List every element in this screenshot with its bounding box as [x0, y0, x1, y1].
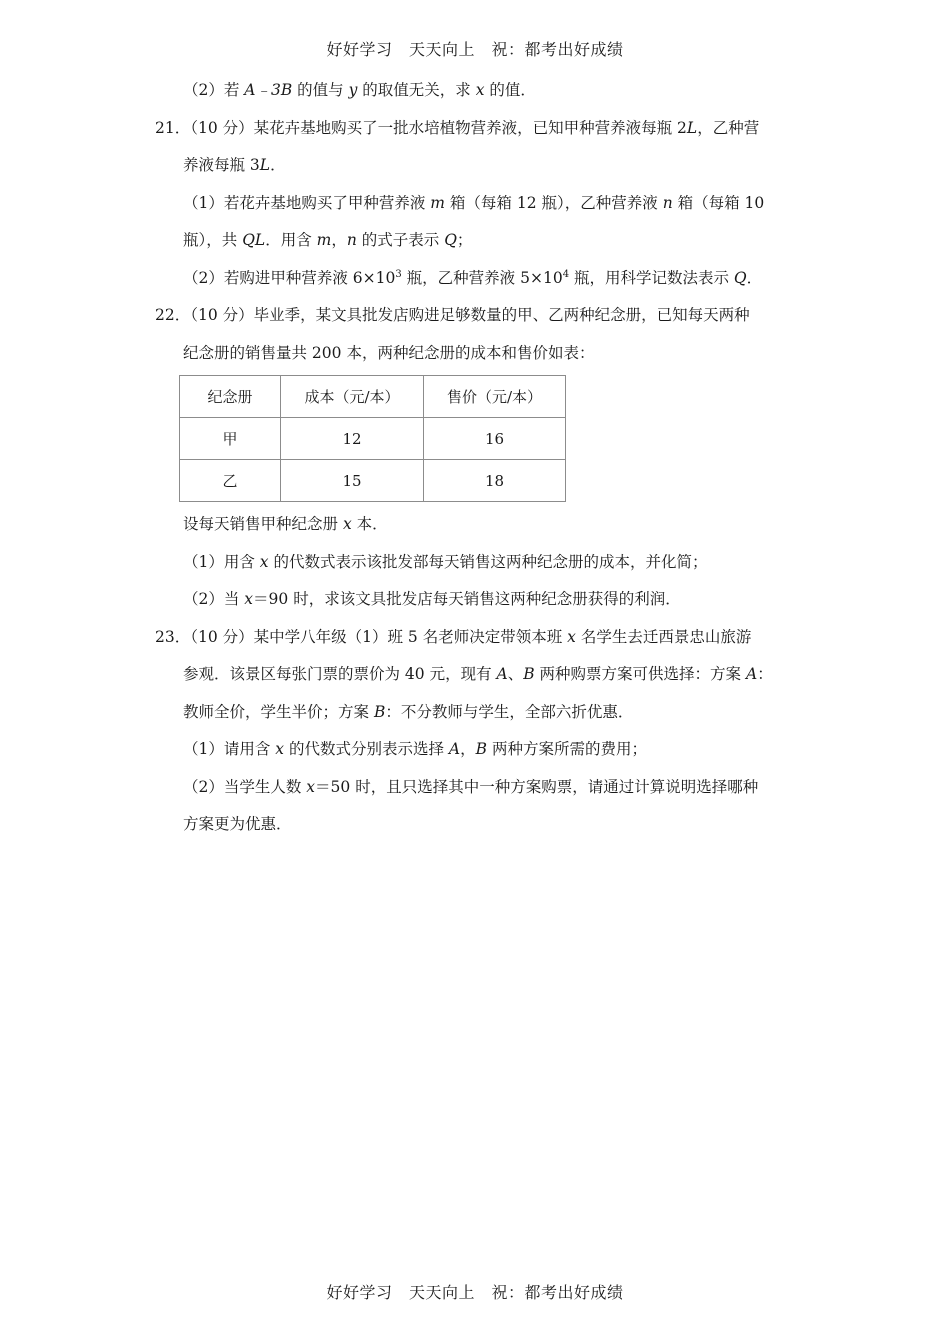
- price-table: [179, 375, 566, 502]
- q23-part1: [160, 737, 800, 775]
- text: （1）若花卉基地购买了甲种营养液: [183, 193, 431, 212]
- exponent: 4: [562, 268, 570, 280]
- text: ：: [757, 665, 773, 683]
- text: ＝50 时，且只选择其中一种方案购票，请通过计算说明选择哪种: [315, 777, 759, 796]
- text: ．用含: [265, 231, 317, 249]
- text: （2）当: [183, 590, 245, 608]
- exponent: 3: [395, 268, 402, 280]
- text: 箱（每箱 12 瓶），乙种营养液: [445, 193, 663, 212]
- text: 箱（每箱 10: [672, 193, 765, 212]
- text: 设每天销售甲种纪念册: [183, 515, 343, 533]
- math-var: m: [316, 231, 332, 249]
- text: 的代数式分别表示选择: [284, 740, 449, 758]
- q23-stem-line3: [160, 700, 800, 738]
- text: ，: [331, 231, 347, 249]
- table-cell: 18: [424, 460, 566, 502]
- table-cell: 15: [281, 460, 424, 502]
- math-var: n: [662, 193, 673, 212]
- table-cell: 甲: [180, 418, 281, 460]
- q20-part2: [160, 78, 800, 116]
- math-var: y: [348, 81, 358, 99]
- text: （2）若: [183, 81, 245, 99]
- text: 的值．: [484, 81, 536, 99]
- table-header: 纪念册: [180, 376, 281, 418]
- math-var: L: [259, 156, 271, 174]
- text: 的值与: [292, 81, 349, 99]
- text: ，乙种营: [697, 118, 760, 137]
- text: 的式子表示: [356, 231, 445, 249]
- q21-part1-line1: [160, 191, 800, 229]
- math-var: QL: [242, 231, 266, 249]
- q22-assumption: [160, 512, 800, 550]
- q21-part1-line2: [160, 228, 800, 266]
- text: 两种购票方案可供选择：方案: [534, 665, 746, 683]
- text: 瓶，乙种营养液 5×10: [401, 268, 563, 287]
- document-body: [155, 78, 800, 850]
- text: 养液每瓶 3: [183, 156, 260, 174]
- q23-part2-line1: [160, 775, 800, 813]
- text: 、: [507, 665, 524, 683]
- math-var: x: [259, 552, 269, 571]
- text: 21．（10 分）某花卉基地购买了一批水培植物营养液，已知甲种营养液每瓶 2: [155, 118, 687, 137]
- text: （2）若购进甲种营养液 6×10: [183, 268, 396, 287]
- text: ；: [456, 231, 473, 249]
- text: 参观．该景区每张门票的票价为 40 元，现有: [183, 665, 497, 683]
- math-var: A: [496, 665, 508, 683]
- math-var: x: [244, 590, 254, 608]
- page-header: 好好学习 天天向上 祝：都考出好成绩: [326, 40, 624, 59]
- table-cell: 乙: [180, 460, 281, 502]
- text: 的代数式表示该批发部每天销售这两种纪念册的成本，并化简；: [268, 552, 708, 571]
- table-header: 售价（元/本）: [424, 376, 566, 418]
- text: 名学生去迁西景忠山旅游: [575, 627, 752, 646]
- q22-part1: [160, 550, 800, 588]
- table-row: [180, 460, 566, 502]
- table-cell: 12: [281, 418, 424, 460]
- text: （2）当学生人数: [183, 777, 307, 796]
- math-var: B: [373, 702, 386, 721]
- text: 瓶，用科学记数法表示: [569, 268, 734, 287]
- math-var: A: [448, 740, 461, 758]
- math-var: A: [745, 665, 758, 683]
- math-var: B: [475, 740, 488, 758]
- text: 瓶），共: [183, 231, 243, 249]
- text: 教师全价，学生半价；方案: [183, 702, 374, 721]
- text: ，: [460, 740, 476, 758]
- table-header-row: [180, 376, 566, 418]
- text: ．: [746, 268, 763, 287]
- math-var: x: [567, 627, 576, 646]
- math-var: x: [275, 740, 285, 758]
- text: 23．（10 分）某中学八年级（1）班 5 名老师决定带领本班: [155, 627, 568, 646]
- math-var: n: [346, 231, 357, 249]
- text: （1）请用含: [183, 740, 276, 758]
- math-var: x: [306, 777, 316, 796]
- math-expr: A﹣3B: [244, 81, 293, 99]
- text: （1）用含: [183, 552, 260, 571]
- math-var: Q: [444, 231, 457, 249]
- q23-stem-line1: [155, 625, 800, 663]
- table-header: 成本（元/本）: [281, 376, 424, 418]
- text: ．: [270, 156, 286, 174]
- math-var: L: [686, 118, 698, 137]
- text: ：不分教师与学生，全部六折优惠．: [385, 702, 634, 721]
- math-var: x: [342, 515, 352, 533]
- text: ＝90 时，求该文具批发店每天销售这两种纪念册获得的利润．: [253, 590, 681, 608]
- table-row: [180, 418, 566, 460]
- table-cell: 16: [424, 418, 566, 460]
- text: 的取值无关，求: [357, 81, 476, 99]
- q22-part2: [160, 587, 800, 625]
- math-var: m: [430, 193, 445, 212]
- page-footer: 好好学习 天天向上 祝：都考出好成绩: [326, 1283, 624, 1302]
- math-var: B: [523, 665, 535, 683]
- q23-part2-line2: 方案更为优惠．: [183, 815, 292, 833]
- math-var: Q: [733, 268, 747, 287]
- q22-stem-line1: 22．（10 分）毕业季，某文具批发店购进足够数量的甲、乙两种纪念册，已知每天两种: [155, 306, 750, 324]
- q21-part2: [160, 266, 800, 304]
- math-var: x: [475, 81, 485, 99]
- q22-stem-line2: 纪念册的销售量共 200 本，两种纪念册的成本和售价如表：: [183, 343, 595, 362]
- q23-stem-line2: [160, 662, 800, 700]
- q21-stem-line1: [155, 116, 800, 154]
- text: 两种方案所需的费用；: [487, 740, 647, 758]
- q21-stem-line2: [160, 153, 800, 191]
- text: 本．: [351, 515, 388, 533]
